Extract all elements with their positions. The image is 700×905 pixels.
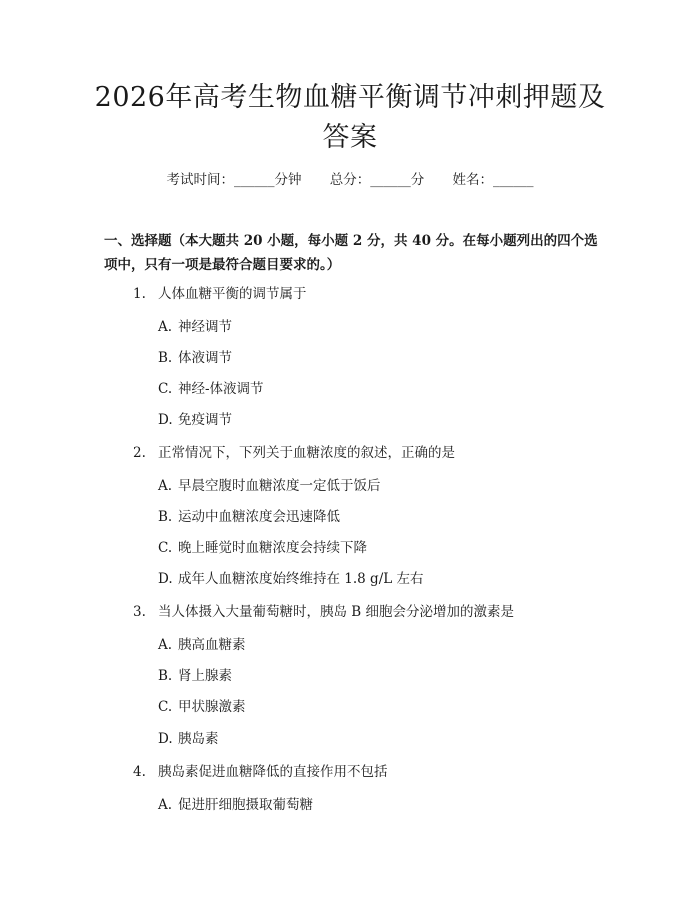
- question-3-option-a: [158, 633, 246, 653]
- question-number: 3.: [133, 604, 146, 620]
- option-text: 早晨空腹时血糖浓度一定低于饭后: [178, 478, 381, 494]
- option-text: 神经调节: [178, 319, 232, 335]
- student-name: 姓名：______: [452, 172, 534, 188]
- question-2: [133, 441, 455, 461]
- question-2-option-a: [158, 474, 381, 494]
- option-key: A.: [158, 797, 173, 813]
- section-heading: 一、选择题（本大题共 20 小题，每小题 2 分，共 40 分。在每小题列出的四个选项中，只有一项是最符合题目要求的。）: [104, 233, 598, 273]
- question-1-option-d: [158, 408, 232, 428]
- exam-time: 考试时间：______分钟: [166, 172, 302, 188]
- question-3-option-c: [158, 695, 246, 715]
- question-1-option-c: [158, 377, 264, 397]
- question-text: 胰岛素促进血糖降低的直接作用不包括: [158, 764, 388, 780]
- question-number: 2.: [133, 445, 146, 461]
- option-key: C.: [158, 381, 173, 397]
- question-text: 人体血糖平衡的调节属于: [158, 286, 307, 302]
- option-key: A.: [158, 478, 173, 494]
- option-key: D.: [158, 731, 173, 747]
- option-key: D.: [158, 571, 173, 587]
- option-text: 成年人血糖浓度始终维持在 1.8 g/L 左右: [178, 571, 424, 587]
- question-text: 正常情况下，下列关于血糖浓度的叙述，正确的是: [158, 445, 455, 461]
- option-text: 免疫调节: [178, 412, 232, 428]
- question-1-option-a: [158, 315, 232, 335]
- question-2-option-d: [158, 567, 424, 587]
- question-2-option-c: [158, 536, 367, 556]
- option-key: B.: [158, 350, 173, 366]
- question-2-option-b: [158, 505, 340, 525]
- option-key: D.: [158, 412, 173, 428]
- question-number: 4.: [133, 764, 146, 780]
- option-text: 胰岛素: [178, 731, 219, 747]
- option-text: 胰高血糖素: [178, 637, 246, 653]
- total-score: 总分：______分: [329, 172, 425, 188]
- option-key: C.: [158, 540, 173, 556]
- option-key: B.: [158, 509, 173, 525]
- option-text: 甲状腺激素: [178, 699, 246, 715]
- question-3: [133, 600, 514, 620]
- question-text: 当人体摄入大量葡萄糖时，胰岛 B 细胞会分泌增加的激素是: [158, 604, 515, 620]
- document-title: 2026年高考生物血糖平衡调节冲刺押题及答案: [94, 82, 606, 153]
- question-4: [133, 760, 388, 780]
- option-key: C.: [158, 699, 173, 715]
- question-number: 1.: [133, 286, 146, 302]
- option-key: B.: [158, 668, 173, 684]
- option-text: 晚上睡觉时血糖浓度会持续下降: [178, 540, 367, 556]
- question-3-option-b: [158, 664, 232, 684]
- exam-meta: [0, 168, 700, 188]
- question-1: [133, 282, 307, 302]
- question-4-option-a: [158, 793, 313, 813]
- question-1-option-b: [158, 346, 232, 366]
- question-3-option-d: [158, 727, 219, 747]
- option-key: A.: [158, 637, 173, 653]
- option-key: A.: [158, 319, 173, 335]
- option-text: 运动中血糖浓度会迅速降低: [178, 509, 340, 525]
- option-text: 神经-体液调节: [178, 381, 264, 397]
- option-text: 体液调节: [178, 350, 232, 366]
- option-text: 促进肝细胞摄取葡萄糖: [178, 797, 313, 813]
- option-text: 肾上腺素: [178, 668, 232, 684]
